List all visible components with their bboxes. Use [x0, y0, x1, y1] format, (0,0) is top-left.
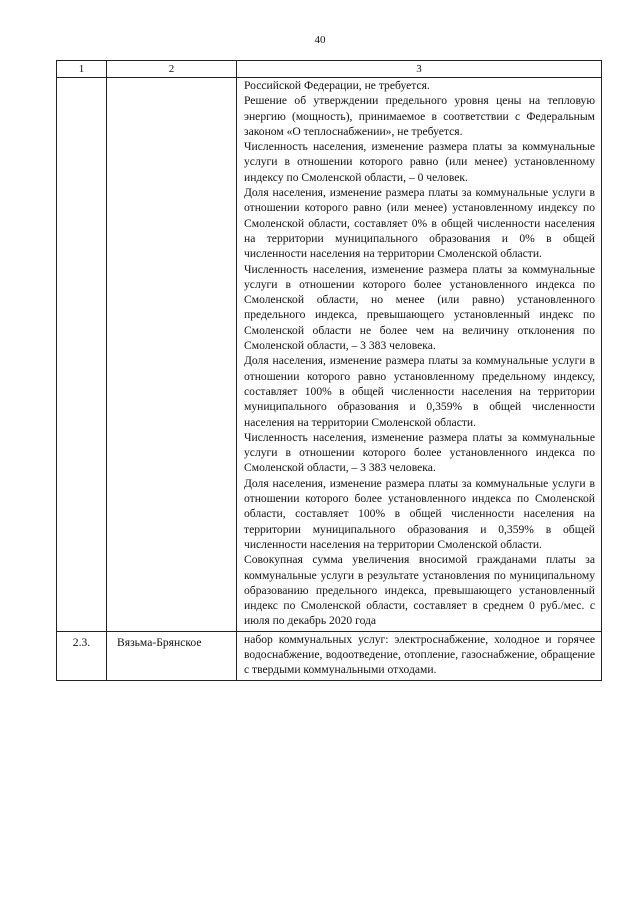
- header-col-1: 1: [57, 61, 107, 78]
- page-number: 40: [314, 34, 326, 46]
- paragraph-share-below-index: Доля населения, изменение размера платы за коммунальные услуги в отношении которого равно (или менее) установленному индексу по Смоленской области, составляет 0% в общей численности населения на территории муниципального образования и 0% в общей численности населения на территории Смоленской области.: [244, 186, 595, 261]
- paragraph-total-increase: Совокупная сумма увеличения вносимой гражданами платы за коммунальные услуги в результате установления по муниципальному образованию предельного индекса, превышающего установленный индекс по Смоленской области, составляет в среднем 0 руб./мес. с июля по декабрь 2020 года: [244, 553, 595, 628]
- header-col-3: 3: [237, 61, 602, 78]
- continued-row-number-cell: [57, 78, 107, 632]
- header-col-2: 2: [107, 61, 237, 78]
- municipality-name: Вязьма-Брянское: [107, 631, 237, 680]
- paragraph-federation: Российской Федерации, не требуется.: [244, 79, 430, 92]
- table-row-2-3: [57, 631, 602, 680]
- paragraph-share-above-index: Доля населения, изменение размера платы за коммунальные услуги в отношении которого более установленного индекса по Смоленской области, составляет 100% в общей численности населения на территории муниципального образования и 0,359% в общей численности населения на территории Смоленской области.: [244, 476, 595, 551]
- row-number: 2.3.: [57, 631, 107, 680]
- table-row-continued: [57, 78, 602, 632]
- paragraph-population-below-index: Численность населения, изменение размера платы за коммунальные услуги в отношении которого равно (или менее) установленному индексу по Смоленской области, – 0 человек.: [244, 140, 595, 184]
- paragraph-share-equal-limit: Доля населения, изменение размера платы за коммунальные услуги в отношении которого равно установленному предельному индексу, составляет 100% в общей численности населения на территории муниципального образования и 0,359% в общей численности населения на территории Смоленской области.: [244, 354, 595, 429]
- continued-row-text-cell: [237, 78, 602, 632]
- table-header-row: [57, 61, 602, 78]
- paragraph-heat-price: Решение об утверждении предельного уровня цены на тепловую энергию (мощность), принимаемое в соответствии с Федеральным законом «О теплоснабжении», не требуется.: [244, 94, 595, 138]
- paragraph-population-above-index: Численность населения, изменение размера платы за коммунальные услуги в отношении которого более установленного индекса по Смоленской области, – 3 383 человека.: [244, 430, 595, 475]
- paragraph-services-set: набор коммунальных услуг: электроснабжение, холодное и горячее водоснабжение, водоотведение, отопление, газоснабжение, обращение с твердыми коммунальными отходами.: [244, 632, 595, 677]
- tariff-table: [56, 60, 602, 681]
- paragraph-population-up-to-limit: Численность населения, изменение размера платы за коммунальные услуги в отношении которого более установленного индекса по Смоленской области, но менее (или равно) установленного предельного индекса, превышающего установленный индекс по Смоленской области не более чем на величину отклонения по Смоленской области, – 3 383 человека.: [244, 262, 595, 353]
- continued-row-name-cell: [107, 78, 237, 632]
- services-text-cell: [237, 631, 602, 680]
